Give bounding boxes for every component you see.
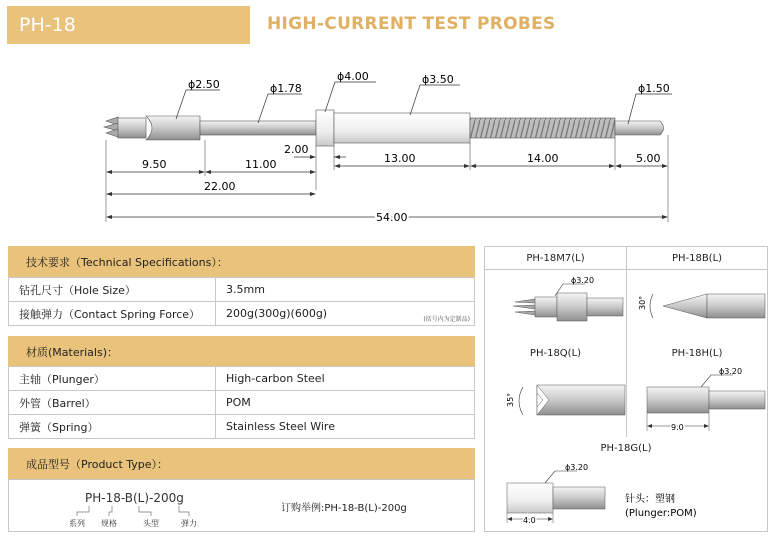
thread-section bbox=[470, 118, 615, 138]
tail-plunger bbox=[615, 121, 664, 135]
tip-g-note2: (Plunger:POM) bbox=[625, 508, 697, 519]
tip-g-label: PH-18G(L) bbox=[485, 437, 767, 459]
part-tip: 头型 bbox=[143, 519, 159, 528]
specs-title: 技术要求（Technical Specifications）： bbox=[26, 255, 228, 269]
barrel bbox=[334, 113, 470, 143]
dim-tail: 5.00 bbox=[636, 152, 661, 165]
product-code: PH-18-B(L)-200g bbox=[85, 491, 184, 505]
tip-m7-drawing bbox=[485, 270, 626, 342]
table-row bbox=[9, 278, 475, 302]
tip-h-label: PH-18H(L) bbox=[627, 342, 767, 364]
hole-size-value: 3.5mm bbox=[216, 278, 475, 302]
dim-barrel: 13.00 bbox=[384, 152, 416, 165]
product-type-header bbox=[8, 448, 475, 479]
custom-note: (括号内为定制品) bbox=[423, 316, 470, 323]
materials-header bbox=[8, 336, 475, 367]
tip-q-drawing bbox=[485, 365, 626, 437]
page-title: HIGH-CURRENT TEST PROBES bbox=[267, 14, 556, 34]
hole-size-label: 钻孔尺寸（Hole Size） bbox=[9, 278, 216, 302]
product-code-diagram bbox=[59, 484, 229, 530]
tip-g-note1: 针头：塑钢 bbox=[625, 494, 675, 505]
part-force: 弹力 bbox=[181, 519, 197, 528]
crown-tip bbox=[104, 117, 120, 137]
dim-shaft: 11.00 bbox=[245, 158, 277, 171]
materials-title: 材质(Materials)： bbox=[26, 345, 119, 359]
tip-h-len: 9.0 bbox=[671, 423, 684, 432]
tip-b-angle: 30° bbox=[638, 295, 647, 310]
tip-m7-dia: ϕ3.20 bbox=[571, 276, 595, 285]
tip-g-drawing bbox=[485, 459, 767, 531]
tip-g-len: 4.0 bbox=[523, 516, 536, 525]
part-spec: 规格 bbox=[101, 519, 117, 528]
dim-thread: 14.00 bbox=[527, 152, 559, 165]
order-example: 订购举例:PH-18-B(L)-200g bbox=[281, 503, 407, 514]
dim-head: 9.50 bbox=[142, 158, 167, 171]
tip-h-dia: ϕ3.20 bbox=[719, 367, 743, 376]
plunger-label: 主轴（Plunger） bbox=[9, 367, 216, 391]
spring-force-value: 200g(300g)(600g) bbox=[226, 307, 328, 320]
tip-g-dia: ϕ3.20 bbox=[565, 463, 589, 472]
dia-tail: ϕ1.50 bbox=[638, 82, 670, 95]
product-type-box bbox=[8, 479, 475, 532]
dim-front: 22.00 bbox=[204, 180, 236, 193]
tip-h-drawing bbox=[627, 365, 767, 437]
dim-flange: 2.00 bbox=[284, 143, 309, 156]
product-type-title: 成品型号（Product Type）： bbox=[26, 457, 169, 471]
dim-total: 54.00 bbox=[376, 211, 408, 224]
plunger-head bbox=[118, 118, 146, 138]
dia-flange: ϕ4.00 bbox=[337, 70, 369, 83]
table-row bbox=[9, 391, 475, 415]
dia-barrel: ϕ3.50 bbox=[422, 73, 454, 86]
table-row bbox=[9, 367, 475, 391]
specs-table bbox=[8, 277, 475, 326]
materials-table bbox=[8, 366, 475, 439]
table-row bbox=[9, 415, 475, 439]
tip-b-label: PH-18B(L) bbox=[671, 252, 723, 264]
barrel-value: POM bbox=[216, 391, 475, 415]
spring-force-label: 接触弹力（Contact Spring Force） bbox=[9, 302, 216, 326]
plunger-shaft bbox=[200, 121, 316, 135]
tip-q-angle: 35° bbox=[506, 392, 515, 407]
tip-variants-panel bbox=[484, 246, 768, 532]
part-series: 系列 bbox=[69, 519, 85, 528]
model-banner bbox=[7, 6, 250, 44]
spring-value: Stainless Steel Wire bbox=[216, 415, 475, 439]
spring-label: 弹簧（Spring） bbox=[9, 415, 216, 439]
barrel-label: 外管（Barrel） bbox=[9, 391, 216, 415]
model-label: PH-18 bbox=[19, 14, 76, 36]
specs-header bbox=[8, 246, 475, 277]
tip-m7-label: PH-18M7(L) bbox=[526, 252, 585, 264]
table-row bbox=[9, 302, 475, 326]
barrel-flange bbox=[316, 110, 334, 146]
plunger-value: High-carbon Steel bbox=[216, 367, 475, 391]
tip-b-drawing bbox=[627, 270, 767, 342]
dia-plunger-shaft: ϕ1.78 bbox=[270, 82, 302, 95]
plunger-collar bbox=[146, 116, 200, 140]
tip-q-label: PH-18Q(L) bbox=[485, 342, 626, 364]
dia-plunger-head: ϕ2.50 bbox=[188, 78, 220, 91]
spring-force-cell bbox=[216, 302, 475, 326]
probe-drawing bbox=[0, 60, 776, 235]
